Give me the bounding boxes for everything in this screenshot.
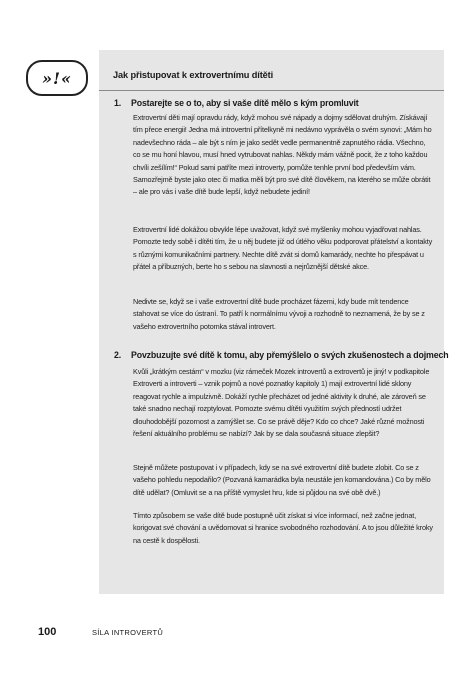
running-title: SÍLA INTROVERTŮ <box>92 628 164 637</box>
title-divider <box>99 90 444 91</box>
section-2-number: 2. <box>114 350 122 360</box>
section-1-number: 1. <box>114 98 122 108</box>
attention-icon: »!« <box>26 60 88 96</box>
section-2-heading-text: Povzbuzujte své dítě k tomu, aby přemýšlelo o svých zkušenostech a dojmech <box>131 350 449 360</box>
section-1-heading <box>114 98 359 108</box>
section-1-paragraph-2: Extrovertní lidé dokážou obvykle lépe uvažovat, když své myšlenky mohou vyjadřovat nahlas. Pomozte tedy sobě i dítěti tím, že u něj budete již od útlého věku podporovat přátelství a kontakty s různými komunikačními partnery. Nechte dítě zvát si domů kamarády, nechte ho přespávat u přátel a příbuzných, berte ho s sebou na slavnosti a nejrůznější dětské akce. <box>133 225 433 272</box>
box-title: Jak přistupovat k extrovertnímu dítěti <box>113 70 274 80</box>
section-1-paragraph-1: Extrovertní děti mají opravdu rády, když mohou své nápady a dojmy sdělovat druhým. Získávají tím přece energii! Jedna má introvertní přítelkyně mi nedávno vyprávěla o svém synovi: „Mám ho nadevšechno ráda – ale být s ním je jako sedět vedle permanentně zapnutého rádia. Všechno, co se mu honí hlavou, musí hned vytrubovat nahlas. Někdy mám vážně pocit, že z toho každou chvíli zešílím!“ Pokud sami patříte mezi introverty, pomůže tenhle první bod především vám. Samozřejmě byste jako otec či matka měli být pro své dítě člověkem, na kterého se může obrátit – ale pro vás i vaše dítě bude lepší, když nebudete jediní! <box>133 113 432 197</box>
section-2-heading <box>114 350 448 360</box>
section-2-paragraph-3: Tímto způsobem se vaše dítě bude postupně učit získat si více informací, než začne jednat, korigovat své chování a uvědomovat si hranice svobodného rozhodování. A to jsou důležité kroky na cestě k dospělosti. <box>133 511 433 545</box>
section-1-paragraph-3: Nedivte se, když se i vaše extrovertní dítě bude procházet fázemi, kdy bude mít tendence stahovat se více do ústraní. To patří k normálnímu vývoji a rozhodně to neznamená, že by se z vašeho extrovertního potomka stával introvert. <box>133 297 425 331</box>
section-1-heading-text: Postarejte se o to, aby si vaše dítě mělo s kým promluvit <box>131 98 359 108</box>
section-2-paragraph-1: Kvůli „krátkým cestám“ v mozku (viz rámeček Mozek introvertů a extrovertů je jiný! v podkapitole Extroverti a introverti – vznik pojmů a nové poznatky kapitoly 1) mají extrovertní lidé sklony reagovat rychle a impulzivně. Dokáží rychle přecházet od jedné aktivity k druhé, ale zároveň se také snadno nechají rozptylovat. Pomozte svému dítěti využitím svých předností udržet dlouhodobější pozornost a zamýšlet se. Co se právě děje? Kdo co chce? Jaké různé možnosti řešení aktuálního problému se nabízí? Jak by se dala současná situace zlepšit? <box>133 367 430 439</box>
section-2-paragraph-2: Stejně můžete postupovat i v případech, kdy se na své extrovertní dítě budete zlobit. Co se z vašeho pohledu nepodařilo? (Pozvaná kamarádka byla neustále jen komandována.) Co by mělo dítě udělat? (Omluvit se a na příště vymyslet hru, kde si půjdou na své obě dvě.) <box>133 463 431 497</box>
page-number: 100 <box>38 626 57 638</box>
